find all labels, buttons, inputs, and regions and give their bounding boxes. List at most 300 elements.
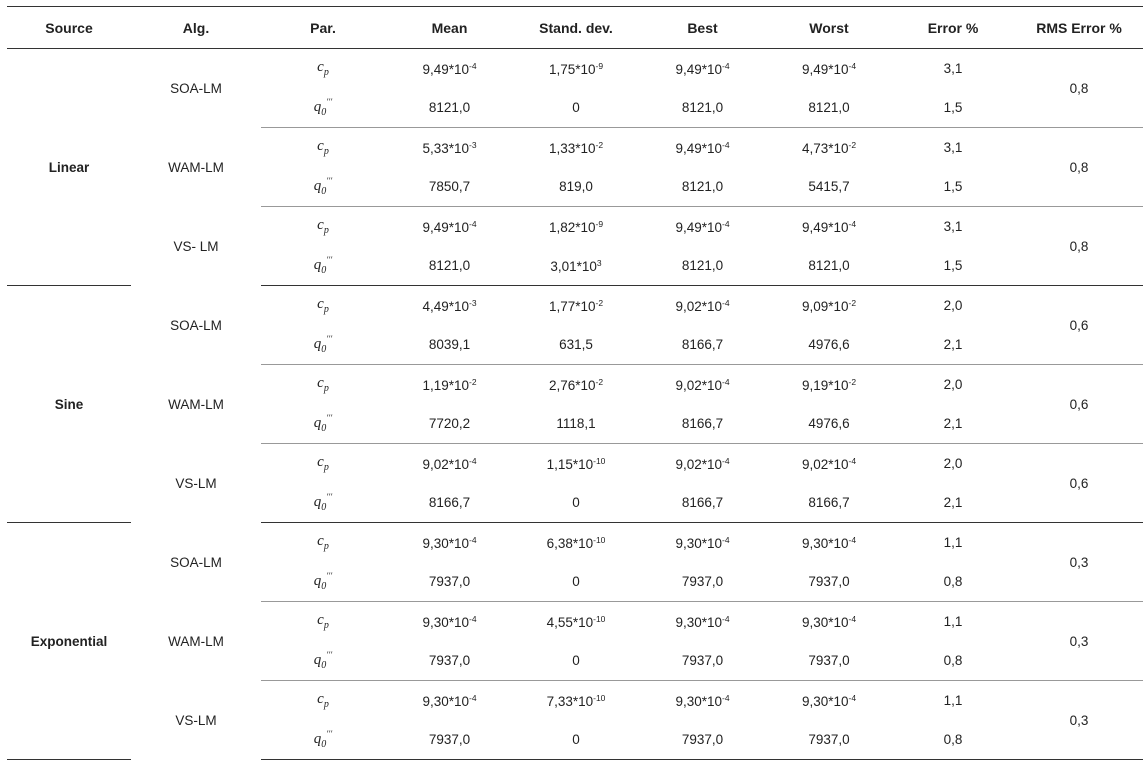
param-cell xyxy=(261,207,385,247)
mean-value: 8121,0 xyxy=(428,258,471,273)
mean-cell xyxy=(385,562,514,602)
param-sub: p xyxy=(323,699,329,710)
mean-cell xyxy=(385,523,514,563)
param-symbol xyxy=(317,59,329,78)
worst-cell xyxy=(767,562,891,602)
std-cell xyxy=(514,128,638,168)
mean-cell xyxy=(385,207,514,247)
param-cell xyxy=(261,641,385,681)
worst-exponent: -2 xyxy=(848,297,857,308)
worst-value: 8121,0 xyxy=(808,100,850,115)
source-cell: Sine xyxy=(7,286,131,523)
mean-cell xyxy=(385,325,514,365)
best-cell xyxy=(638,483,767,523)
worst-cell xyxy=(767,365,891,405)
mean-exponent: -4 xyxy=(468,613,477,624)
worst-cell xyxy=(767,286,891,326)
best-value: 8166,7 xyxy=(681,337,724,352)
best-value: 8121,0 xyxy=(681,179,724,194)
std-value: 819,0 xyxy=(559,179,593,194)
worst-exponent: -4 xyxy=(848,613,857,624)
param-sub: p xyxy=(323,225,329,236)
param-cell xyxy=(261,49,385,89)
param-symbol xyxy=(313,97,333,118)
param-sub: 0 xyxy=(321,344,327,355)
mean-cell xyxy=(385,128,514,168)
param-sup: ′′′ xyxy=(326,255,333,265)
worst-exponent: -4 xyxy=(848,534,857,545)
param-symbol xyxy=(317,217,329,236)
std-exponent: -10 xyxy=(593,613,606,624)
param-sup: ′′′ xyxy=(326,176,333,186)
best-cell xyxy=(638,49,767,89)
worst-cell xyxy=(767,167,891,207)
error-cell: 0,8 xyxy=(891,641,1015,681)
worst-cell xyxy=(767,523,891,563)
table-body xyxy=(7,49,1143,760)
param-sub: 0 xyxy=(321,581,327,592)
header-row xyxy=(7,7,1143,49)
worst-cell xyxy=(767,246,891,286)
mean-value: 7937,0 xyxy=(428,574,471,589)
param-cell xyxy=(261,325,385,365)
best-cell xyxy=(638,365,767,405)
worst-cell xyxy=(767,128,891,168)
error-cell: 3,1 xyxy=(943,219,963,234)
error-cell: 2,0 xyxy=(943,456,963,471)
param-base: q xyxy=(313,415,322,431)
best-value: 9,02*10 xyxy=(675,298,722,314)
param-sup: ′′′ xyxy=(326,492,333,502)
param-sub: p xyxy=(323,146,329,157)
std-value: 4,55*10 xyxy=(546,614,594,630)
worst-exponent: -4 xyxy=(848,692,857,703)
alg-cell: VS-LM xyxy=(175,712,217,728)
best-cell xyxy=(638,207,767,247)
header-error: Error % xyxy=(891,7,1015,49)
param-cell xyxy=(261,602,385,642)
mean-exponent: -4 xyxy=(468,218,477,229)
worst-exponent: -4 xyxy=(848,60,857,71)
mean-value: 4,49*10 xyxy=(422,298,469,314)
mean-value: 9,49*10 xyxy=(422,61,469,77)
worst-cell xyxy=(767,207,891,247)
param-symbol xyxy=(317,533,329,552)
best-value: 9,49*10 xyxy=(675,140,722,156)
worst-value: 9,09*10 xyxy=(801,298,849,314)
table-row xyxy=(7,523,1143,563)
mean-cell xyxy=(385,365,514,405)
std-value: 6,38*10 xyxy=(546,535,594,551)
header-mean: Mean xyxy=(385,7,514,49)
mean-value: 9,02*10 xyxy=(422,456,469,472)
mean-exponent: -4 xyxy=(468,534,477,545)
param-base: c xyxy=(317,454,324,470)
param-sub: 0 xyxy=(321,107,327,118)
alg-cell: SOA-LM xyxy=(170,317,222,333)
param-sup: ′′′ xyxy=(326,571,333,581)
std-value: 1118,1 xyxy=(556,416,596,431)
param-base: c xyxy=(317,217,324,233)
best-value: 9,49*10 xyxy=(675,61,722,77)
std-value: 0 xyxy=(572,653,580,668)
best-exponent: -4 xyxy=(721,455,730,466)
param-base: q xyxy=(313,99,322,115)
header-std: Stand. dev. xyxy=(514,7,638,49)
table-row xyxy=(7,602,1143,642)
mean-exponent: -3 xyxy=(468,297,477,308)
best-value: 7937,0 xyxy=(681,732,724,747)
param-cell xyxy=(261,562,385,602)
std-exponent: -10 xyxy=(593,692,606,703)
param-base: q xyxy=(313,257,322,273)
header-source: Source xyxy=(7,7,131,49)
mean-value: 9,30*10 xyxy=(422,693,469,709)
param-sub: p xyxy=(323,67,329,78)
best-cell xyxy=(638,167,767,207)
mean-value: 8166,7 xyxy=(428,495,471,510)
error-cell: 0,8 xyxy=(891,720,1015,760)
std-exponent: -2 xyxy=(595,139,604,150)
std-value: 631,5 xyxy=(559,337,593,352)
std-cell xyxy=(514,444,638,484)
rms-cell: 0,3 xyxy=(1015,602,1143,681)
table-row xyxy=(7,681,1143,721)
mean-exponent: -4 xyxy=(468,60,477,71)
std-cell xyxy=(514,602,638,642)
worst-value: 8121,0 xyxy=(808,258,850,273)
worst-exponent: -4 xyxy=(848,455,857,466)
table-row xyxy=(7,286,1143,326)
best-exponent: -4 xyxy=(721,139,730,150)
error-cell: 1,1 xyxy=(943,693,963,708)
worst-cell xyxy=(767,325,891,365)
error-cell: 2,1 xyxy=(891,483,1015,523)
mean-value: 9,30*10 xyxy=(422,614,469,630)
param-sub: p xyxy=(323,541,329,552)
mean-cell xyxy=(385,404,514,444)
param-sub: p xyxy=(323,383,329,394)
error-cell: 0,8 xyxy=(891,562,1015,602)
error-cell: 2,0 xyxy=(943,377,963,392)
mean-cell xyxy=(385,602,514,642)
std-value: 0 xyxy=(572,574,580,589)
std-value: 1,75*10 xyxy=(548,61,596,77)
param-cell xyxy=(261,286,385,326)
param-base: c xyxy=(317,691,324,707)
table-row xyxy=(7,49,1143,89)
rms-cell: 0,8 xyxy=(1015,128,1143,207)
param-base: c xyxy=(317,612,324,628)
alg-cell: VS-LM xyxy=(175,475,217,491)
best-value: 9,02*10 xyxy=(675,456,722,472)
std-cell xyxy=(514,404,638,444)
best-cell xyxy=(638,562,767,602)
results-table xyxy=(7,6,1143,760)
mean-value: 7720,2 xyxy=(428,416,471,431)
alg-cell: WAM-LM xyxy=(168,159,224,175)
mean-cell xyxy=(385,246,514,286)
mean-cell xyxy=(385,444,514,484)
mean-value: 7850,7 xyxy=(428,179,471,194)
param-base: c xyxy=(317,375,324,391)
std-value: 1,82*10 xyxy=(548,219,596,235)
alg-cell: SOA-LM xyxy=(170,554,222,570)
worst-cell xyxy=(767,681,891,721)
best-value: 7937,0 xyxy=(681,574,724,589)
std-exponent: -10 xyxy=(593,455,606,466)
best-value: 9,30*10 xyxy=(675,535,722,551)
rms-cell: 0,8 xyxy=(1015,207,1143,286)
param-cell xyxy=(261,444,385,484)
std-exponent: -2 xyxy=(595,297,604,308)
param-sub: p xyxy=(323,620,329,631)
header-alg: Alg. xyxy=(131,7,261,49)
error-cell: 3,1 xyxy=(943,140,963,155)
error-cell: 1,1 xyxy=(943,614,963,629)
std-cell xyxy=(514,167,638,207)
param-symbol xyxy=(313,334,333,355)
param-symbol xyxy=(313,571,333,592)
alg-cell: VS- LM xyxy=(173,238,219,254)
best-exponent: -4 xyxy=(721,60,730,71)
param-sup: ′′′ xyxy=(326,413,333,423)
param-symbol xyxy=(313,492,333,513)
std-exponent: 3 xyxy=(596,257,602,268)
best-value: 9,30*10 xyxy=(675,614,722,630)
param-base: q xyxy=(313,652,322,668)
error-cell: 1,5 xyxy=(891,167,1015,207)
param-sub: 0 xyxy=(321,423,327,434)
std-cell xyxy=(514,49,638,89)
std-value: 0 xyxy=(572,495,580,510)
worst-cell xyxy=(767,404,891,444)
error-cell: 2,1 xyxy=(891,325,1015,365)
mean-exponent: -4 xyxy=(468,455,477,466)
best-value: 9,02*10 xyxy=(675,377,722,393)
best-cell xyxy=(638,128,767,168)
param-base: q xyxy=(313,178,322,194)
param-symbol xyxy=(317,138,329,157)
mean-value: 9,49*10 xyxy=(422,219,469,235)
param-cell xyxy=(261,523,385,563)
worst-cell xyxy=(767,88,891,128)
std-cell xyxy=(514,286,638,326)
std-exponent: -9 xyxy=(595,218,604,229)
param-symbol xyxy=(313,413,333,434)
mean-cell xyxy=(385,286,514,326)
mean-cell xyxy=(385,49,514,89)
std-value: 2,76*10 xyxy=(548,377,596,393)
mean-value: 1,19*10 xyxy=(422,377,469,393)
param-base: c xyxy=(317,59,324,75)
std-cell xyxy=(514,681,638,721)
worst-value: 5415,7 xyxy=(808,179,850,194)
worst-value: 9,30*10 xyxy=(801,535,849,551)
source-cell: Exponential xyxy=(7,523,131,760)
best-exponent: -4 xyxy=(721,376,730,387)
table-row xyxy=(7,128,1143,168)
worst-value: 7937,0 xyxy=(808,574,850,589)
best-cell xyxy=(638,444,767,484)
mean-cell xyxy=(385,681,514,721)
std-value: 3,01*10 xyxy=(550,258,597,274)
error-cell: 1,5 xyxy=(891,246,1015,286)
param-symbol xyxy=(313,176,333,197)
param-base: c xyxy=(317,296,324,312)
std-cell xyxy=(514,88,638,128)
table-row xyxy=(7,365,1143,405)
mean-cell xyxy=(385,167,514,207)
alg-cell: WAM-LM xyxy=(168,396,224,412)
worst-value: 9,02*10 xyxy=(801,456,849,472)
best-value: 9,49*10 xyxy=(675,219,722,235)
param-cell xyxy=(261,128,385,168)
param-symbol xyxy=(317,454,329,473)
param-sub: 0 xyxy=(321,502,327,513)
mean-cell xyxy=(385,88,514,128)
param-base: c xyxy=(317,138,324,154)
mean-value: 7937,0 xyxy=(428,653,471,668)
std-cell xyxy=(514,325,638,365)
best-cell xyxy=(638,325,767,365)
alg-cell: WAM-LM xyxy=(168,633,224,649)
param-cell xyxy=(261,88,385,128)
std-cell xyxy=(514,365,638,405)
best-cell xyxy=(638,641,767,681)
best-value: 8121,0 xyxy=(681,258,724,273)
error-cell: 3,1 xyxy=(943,61,963,76)
best-cell xyxy=(638,681,767,721)
best-exponent: -4 xyxy=(721,534,730,545)
header-rms-error: RMS Error % xyxy=(1015,7,1143,49)
param-cell xyxy=(261,483,385,523)
worst-value: 8166,7 xyxy=(808,495,850,510)
std-value: 7,33*10 xyxy=(546,693,594,709)
std-value: 1,77*10 xyxy=(548,298,596,314)
worst-value: 7937,0 xyxy=(808,653,850,668)
param-cell xyxy=(261,681,385,721)
std-cell xyxy=(514,562,638,602)
std-cell xyxy=(514,483,638,523)
mean-value: 5,33*10 xyxy=(422,140,469,156)
param-symbol xyxy=(313,650,333,671)
param-cell xyxy=(261,167,385,207)
std-cell xyxy=(514,207,638,247)
worst-cell xyxy=(767,602,891,642)
param-sub: 0 xyxy=(321,739,327,750)
worst-cell xyxy=(767,641,891,681)
mean-cell xyxy=(385,641,514,681)
param-symbol xyxy=(317,296,329,315)
std-value: 0 xyxy=(572,100,580,115)
std-cell xyxy=(514,523,638,563)
std-exponent: -2 xyxy=(595,376,604,387)
best-exponent: -4 xyxy=(721,297,730,308)
param-sub: 0 xyxy=(321,660,327,671)
param-cell xyxy=(261,404,385,444)
mean-value: 8039,1 xyxy=(428,337,471,352)
param-symbol xyxy=(317,691,329,710)
best-exponent: -4 xyxy=(721,218,730,229)
std-value: 0 xyxy=(572,732,580,747)
best-value: 8166,7 xyxy=(681,416,724,431)
best-value: 9,30*10 xyxy=(675,693,722,709)
param-cell xyxy=(261,246,385,286)
table-row xyxy=(7,444,1143,484)
error-cell: 1,1 xyxy=(943,535,963,550)
worst-value: 4,73*10 xyxy=(801,140,849,156)
param-base: q xyxy=(313,336,322,352)
worst-value: 9,30*10 xyxy=(801,614,849,630)
std-cell xyxy=(514,246,638,286)
source-cell: Linear xyxy=(7,49,131,286)
param-sup: ′′′ xyxy=(326,97,333,107)
worst-value: 9,19*10 xyxy=(801,377,849,393)
rms-cell: 0,8 xyxy=(1015,49,1143,128)
mean-value: 7937,0 xyxy=(428,732,471,747)
best-cell xyxy=(638,286,767,326)
best-cell xyxy=(638,88,767,128)
alg-cell: SOA-LM xyxy=(170,80,222,96)
mean-exponent: -4 xyxy=(468,692,477,703)
error-cell: 1,5 xyxy=(891,88,1015,128)
worst-cell xyxy=(767,444,891,484)
error-cell: 2,0 xyxy=(943,298,963,313)
best-value: 8121,0 xyxy=(681,100,724,115)
param-sub: p xyxy=(323,304,329,315)
mean-exponent: -2 xyxy=(468,376,477,387)
param-symbol xyxy=(317,612,329,631)
worst-cell xyxy=(767,483,891,523)
rms-cell: 0,6 xyxy=(1015,365,1143,444)
header-best: Best xyxy=(638,7,767,49)
worst-exponent: -4 xyxy=(848,218,857,229)
param-base: q xyxy=(313,494,322,510)
rms-cell: 0,3 xyxy=(1015,681,1143,760)
rms-cell: 0,6 xyxy=(1015,444,1143,523)
best-cell xyxy=(638,523,767,563)
best-cell xyxy=(638,602,767,642)
error-cell: 2,1 xyxy=(891,404,1015,444)
mean-value: 9,30*10 xyxy=(422,535,469,551)
best-value: 7937,0 xyxy=(681,653,724,668)
param-cell xyxy=(261,365,385,405)
header-worst: Worst xyxy=(767,7,891,49)
param-sub: 0 xyxy=(321,186,327,197)
worst-exponent: -2 xyxy=(848,139,857,150)
worst-value: 9,49*10 xyxy=(801,219,849,235)
param-sup: ′′′ xyxy=(326,650,333,660)
table-row xyxy=(7,207,1143,247)
best-cell xyxy=(638,404,767,444)
param-base: q xyxy=(313,731,322,747)
worst-value: 4976,6 xyxy=(808,416,850,431)
worst-exponent: -2 xyxy=(848,376,857,387)
std-cell xyxy=(514,641,638,681)
param-sup: ′′′ xyxy=(326,729,333,739)
worst-value: 4976,6 xyxy=(808,337,850,352)
std-exponent: -9 xyxy=(595,60,604,71)
header-par: Par. xyxy=(261,7,385,49)
mean-cell xyxy=(385,483,514,523)
rms-cell: 0,3 xyxy=(1015,523,1143,602)
param-symbol xyxy=(317,375,329,394)
best-cell xyxy=(638,246,767,286)
worst-value: 7937,0 xyxy=(808,732,850,747)
rms-cell: 0,6 xyxy=(1015,286,1143,365)
best-exponent: -4 xyxy=(721,692,730,703)
